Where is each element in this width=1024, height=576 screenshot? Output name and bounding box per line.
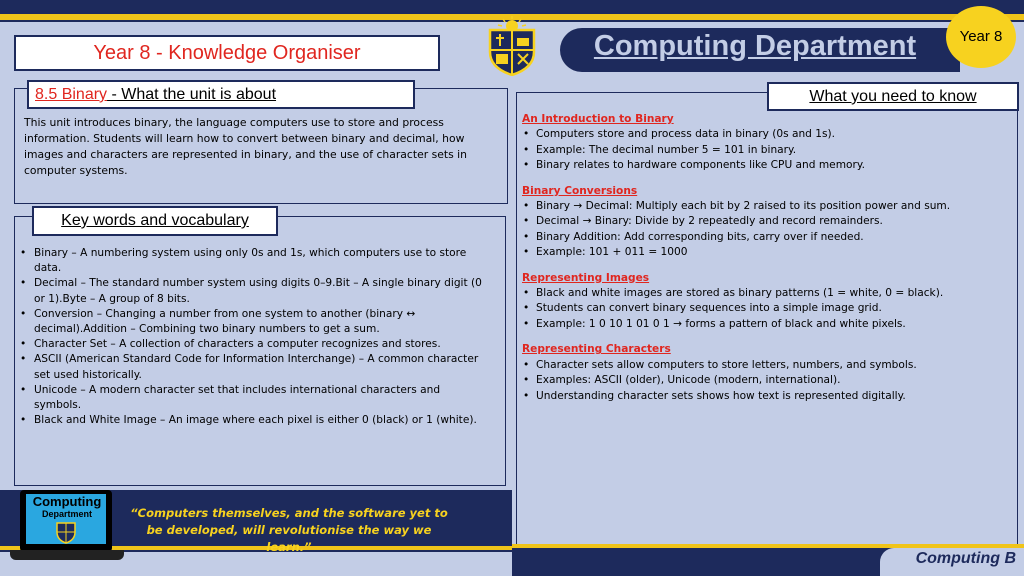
section-item: • Computers store and process data in binary (0s and 1s). xyxy=(522,127,1002,142)
unit-code: 8.5 Binary xyxy=(35,86,108,103)
logo-line-1: Computing xyxy=(32,494,102,509)
organiser-title: Year 8 - Knowledge Organiser xyxy=(14,35,440,71)
year-badge: Year 8 xyxy=(946,6,1016,68)
keyword-item: • Decimal – The standard number system using digits 0–9.Bit – A single binary digit (0 or 1).Byte – A group of 8 bits. xyxy=(18,276,488,306)
footer-label: Computing B xyxy=(915,550,1016,567)
department-title: Computing Department xyxy=(593,30,917,62)
section-item: • Example: 101 + 011 = 1000 xyxy=(522,245,1002,260)
keyword-item: • Conversion – Changing a number from one system to another (binary ↔ decimal).Addition – Combining two binary numbers to get a sum. xyxy=(18,307,488,337)
about-heading xyxy=(27,80,415,109)
know-heading xyxy=(767,82,1019,111)
keyword-item: • Character Set – A collection of characters a computer recognizes and stores. xyxy=(18,337,488,352)
know-heading-text: What you need to know xyxy=(809,88,977,105)
section-item: • Understanding character sets shows how text is represented digitally. xyxy=(522,389,1002,404)
section-intro-binary xyxy=(522,112,1002,174)
section-item: • Students can convert binary sequences into a simple image grid. xyxy=(522,301,1002,316)
section-title: Representing Characters xyxy=(522,343,671,356)
keyword-item: • Binary – A numbering system using only 0s and 1s, which computers use to store data. xyxy=(18,246,488,276)
mini-crest-icon xyxy=(56,522,76,544)
section-title: An Introduction to Binary xyxy=(522,113,674,125)
section-item: • Example: The decimal number 5 = 101 in binary. xyxy=(522,143,1002,158)
section-representing-images xyxy=(522,271,1002,333)
keywords-list xyxy=(18,246,488,428)
about-heading-text: - What the unit is about xyxy=(107,86,277,103)
section-representing-characters xyxy=(522,342,1002,404)
section-item: • Example: 1 0 10 1 01 0 1 → forms a pattern of black and white pixels. xyxy=(522,317,1002,332)
section-item: • Binary relates to hardware components like CPU and memory. xyxy=(522,158,1002,173)
keywords-heading xyxy=(32,206,278,236)
keyword-item: • Unicode – A modern character set that includes international characters and symbols. xyxy=(18,383,488,413)
logo-line-2: Department xyxy=(41,509,92,519)
school-crest-icon xyxy=(484,16,540,76)
laptop-base xyxy=(10,550,124,560)
quote: “Computers themselves, and the software yet to be developed, will revolutionise the way we learn.” xyxy=(130,506,448,554)
about-text: This unit introduces binary, the language computers use to store and process information. Students will learn how to convert between binary and decimal, how images and characters are represented in binary, and the use of character sets in computer systems. xyxy=(24,116,467,177)
section-binary-conversions xyxy=(522,184,1002,261)
section-item: • Examples: ASCII (older), Unicode (modern, international). xyxy=(522,373,1002,388)
section-item: • Decimal → Binary: Divide by 2 repeatedly and record remainders. xyxy=(522,214,1002,229)
section-title: Representing Images xyxy=(522,271,650,284)
section-item: • Binary Addition: Add corresponding bits, carry over if needed. xyxy=(522,230,1002,245)
keyword-item: • Black and White Image – An image where each pixel is either 0 (black) or 1 (white). xyxy=(18,413,488,428)
section-item: • Black and white images are stored as binary patterns (1 = white, 0 = black). xyxy=(522,286,1002,301)
section-item: • Binary → Decimal: Multiply each bit by 2 raised to its position power and sum. xyxy=(522,199,1002,214)
section-item: • Character sets allow computers to store letters, numbers, and symbols. xyxy=(522,358,1002,373)
department-logo-text xyxy=(30,495,104,519)
keyword-item: • ASCII (American Standard Code for Information Interchange) – A common character set used historically. xyxy=(18,352,488,382)
section-title: Binary Conversions xyxy=(522,184,638,197)
keywords-heading-text: Key words and vocabulary xyxy=(61,212,249,229)
know-content xyxy=(522,112,1002,414)
